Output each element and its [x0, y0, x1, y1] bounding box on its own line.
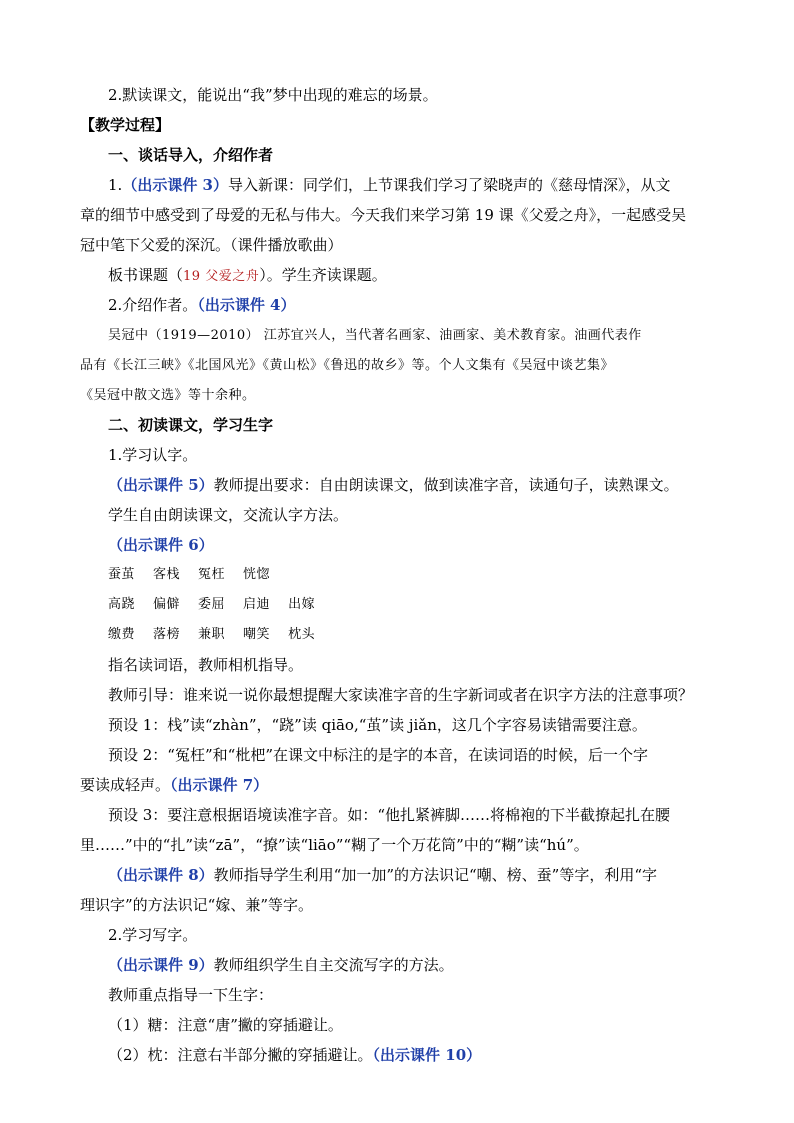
heading: 二、初读课文，学习生字 [108, 416, 274, 434]
paragraph-line [0, 206, 794, 224]
paragraph-line [0, 986, 794, 1004]
text: 理识字”的方法识记“嫁、兼”等字。 [80, 896, 314, 914]
section-heading-1 [0, 146, 794, 164]
text: 指名读词语，教师相机指导。 [108, 656, 304, 674]
text: 1.学习认字。 [108, 446, 198, 464]
section-heading-2 [0, 416, 794, 434]
paragraph-line [0, 866, 794, 884]
paragraph-line [0, 896, 794, 914]
paragraph-line [0, 926, 794, 944]
paragraph-line [0, 1016, 794, 1034]
paragraph-line [0, 686, 794, 704]
word: 冤枉 [198, 567, 226, 582]
word: 枕头 [288, 627, 316, 642]
text: 教师提出要求：自由朗读课文，做到读准字音，读通句子，读熟课文。 [213, 476, 679, 494]
paragraph-line [0, 656, 794, 674]
word: 出嫁 [288, 597, 316, 612]
word: 偏僻 [153, 597, 181, 612]
word: 缴费 [108, 627, 136, 642]
text: 要读成轻声。 [80, 776, 171, 794]
courseware-ref: （出示课件 6） [108, 536, 214, 554]
text: 预设 3：要注意根据语境读准字音。如：“他扎紧裤脚……将棉袍的下半截撩起扎在腰 [108, 806, 670, 824]
text: 2.介绍作者。 [108, 296, 198, 314]
text: ）。学生齐读课题。 [259, 266, 387, 284]
author-intro-line [0, 387, 794, 405]
text: 2.学习写字。 [108, 926, 198, 944]
text: 教师重点指导一下生字： [108, 986, 274, 1004]
paragraph-line [0, 176, 794, 194]
word: 兼职 [198, 627, 226, 642]
word: 嘲笑 [243, 627, 271, 642]
word-list-row-1 [0, 566, 794, 584]
paragraph-line [0, 266, 794, 286]
paragraph-line [0, 296, 794, 314]
paragraph-line [0, 716, 794, 734]
courseware-ref: （出示课件 10） [372, 1046, 482, 1064]
heading: 一、谈话导入，介绍作者 [108, 146, 274, 164]
courseware-ref: （出示课件 4） [197, 296, 296, 314]
word: 启迪 [243, 597, 271, 612]
word: 高跷 [108, 597, 136, 612]
word: 落榜 [153, 627, 181, 642]
paragraph-line [0, 776, 794, 794]
objective-2 [0, 86, 794, 104]
paragraph-line [0, 1046, 794, 1064]
paragraph-line [0, 506, 794, 524]
courseware-ref: （出示课件 5） [108, 476, 214, 494]
text: （2）枕：注意右半部分撇的穿插避让。 [108, 1046, 373, 1064]
text: 吴冠中（1919—2010） 江苏宜兴人，当代著名画家、油画家、美术教育家。油画代表作 [108, 328, 642, 343]
text: 冠中笔下父爱的深沉。（课件播放歌曲） [80, 236, 343, 254]
paragraph-line [0, 446, 794, 464]
paragraph-line [0, 536, 794, 554]
section-heading-process [0, 116, 794, 134]
word: 蚕茧 [108, 567, 136, 582]
word-list-row-3 [0, 626, 794, 644]
text: 导入新课：同学们，上节课我们学习了梁晓声的《慈母情深》，从文 [227, 176, 671, 194]
heading: 【教学过程】 [80, 116, 171, 134]
board-title: 19 父爱之舟 [183, 269, 260, 284]
text: 板书课题（ [108, 266, 184, 284]
courseware-ref: （出示课件 8） [108, 866, 214, 884]
text: 教师组织学生自主交流写字的方法。 [213, 956, 454, 974]
paragraph-line [0, 236, 794, 254]
text: 预设 1：栈”读“zhàn”，“跷”读 qiāo,“茧”读 jiǎn，这几个字容易读错需要注意。 [108, 716, 647, 734]
word: 客栈 [153, 567, 181, 582]
text: 品有《长江三峡》《北国风光》《黄山松》《鲁迅的故乡》等。个人文集有《吴冠中谈艺集》 [80, 358, 615, 373]
word: 委屈 [198, 597, 226, 612]
paragraph-line [0, 806, 794, 824]
author-intro-line [0, 327, 794, 345]
courseware-ref: （出示课件 3） [122, 176, 228, 194]
text: 章的细节中感受到了母爱的无私与伟大。今天我们来学习第 19 课《父爱之舟》，一起感受吴 [80, 206, 687, 224]
text: 学生自由朗读课文，交流认字方法。 [108, 506, 349, 524]
paragraph-line [0, 476, 794, 494]
word: 恍惚 [243, 567, 271, 582]
paragraph-line [0, 746, 794, 764]
text: 里……”中的“扎”读“zā”，“撩”读“liāo”“糊了一个万花筒”中的“糊”读“hú”。 [80, 836, 589, 854]
text: 教师引导：谁来说一说你最想提醒大家读准字音的生字新词或者在识字方法的注意事项？ [108, 686, 694, 704]
number: 1. [108, 176, 123, 194]
courseware-ref: （出示课件 7） [170, 776, 269, 794]
paragraph-line [0, 956, 794, 974]
text: 《吴冠中散文选》等十余种。 [80, 388, 256, 403]
text: 教师指导学生利用“加一加”的方法识记“嘲、榜、蚕”等字，利用“字 [213, 866, 658, 884]
author-intro-line [0, 357, 794, 375]
text: 预设 2：“冤枉”和“枇杷”在课文中标注的是字的本音，在读词语的时候，后一个字 [108, 746, 648, 764]
word-list-row-2 [0, 596, 794, 614]
courseware-ref: （出示课件 9） [108, 956, 214, 974]
paragraph-line [0, 836, 794, 854]
text: （1）糖：注意“唐”撇的穿插避让。 [108, 1016, 343, 1034]
text: 2.默读课文，能说出“我”梦中出现的难忘的场景。 [108, 86, 438, 104]
